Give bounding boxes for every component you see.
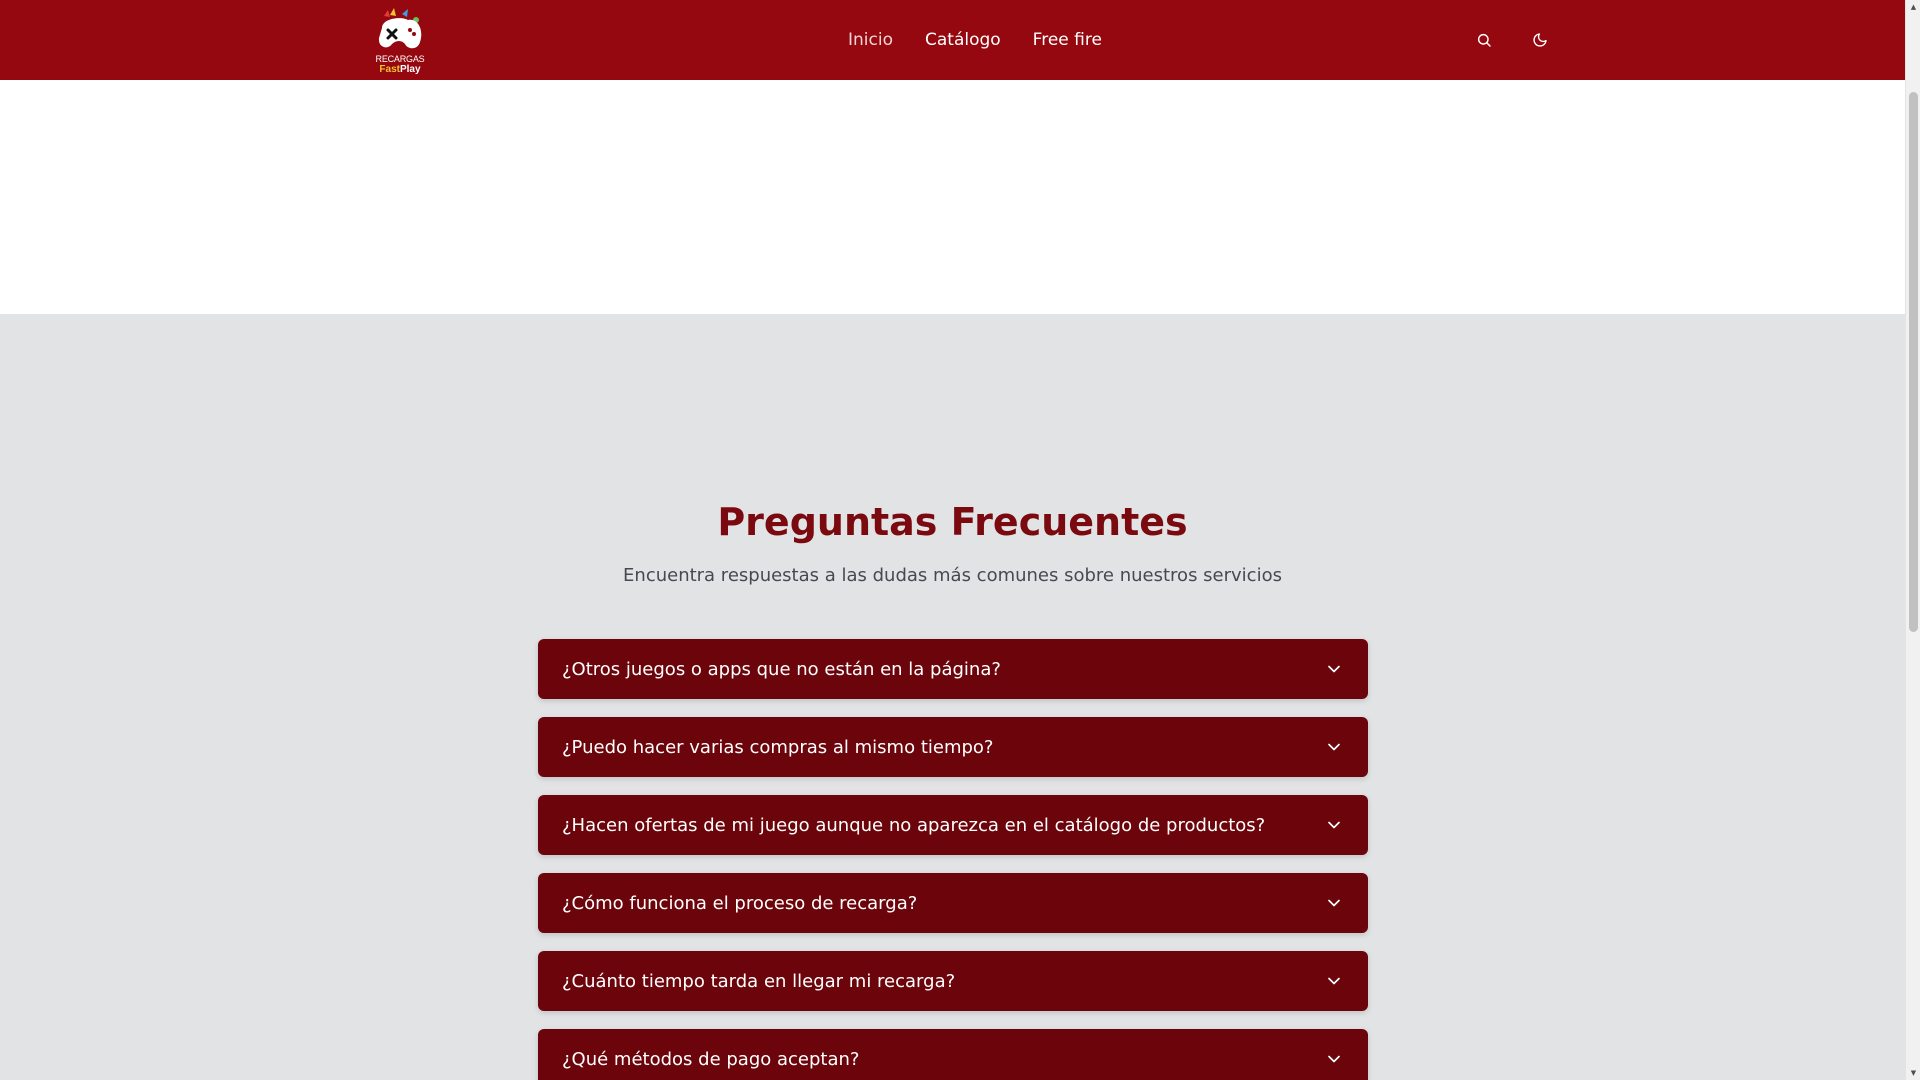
faq-item[interactable] xyxy=(538,873,1368,933)
page-scrollbar[interactable] xyxy=(1905,0,1920,1080)
faq-item[interactable] xyxy=(538,717,1368,777)
faq-question: ¿Qué métodos de pago aceptan? xyxy=(562,1048,860,1070)
faq-question: ¿Puedo hacer varias compras al mismo tiempo? xyxy=(562,736,994,758)
search-icon xyxy=(1476,32,1492,48)
faq-question: ¿Hacen ofertas de mi juego aunque no aparezca en el catálogo de productos? xyxy=(562,814,1266,836)
scroll-up-arrow-icon[interactable]: ▲ xyxy=(1910,3,1917,11)
faq-item[interactable] xyxy=(538,795,1368,855)
moon-icon xyxy=(1532,32,1548,48)
gamepad-logo-icon xyxy=(372,6,428,56)
theme-toggle-button[interactable] xyxy=(1524,24,1556,56)
faq-item[interactable] xyxy=(538,1029,1368,1080)
main-nav xyxy=(848,0,1102,80)
search-button[interactable] xyxy=(1468,24,1500,56)
navbar xyxy=(0,0,1905,80)
logo-text-recargas: RECARGAS xyxy=(375,54,425,64)
faq-item[interactable] xyxy=(538,951,1368,1011)
chevron-down-icon xyxy=(1324,893,1344,913)
faq-question: ¿Otros juegos o apps que no están en la página? xyxy=(562,658,1001,680)
faq-list xyxy=(538,639,1368,1080)
scroll-down-arrow-icon[interactable]: ▼ xyxy=(1910,1069,1917,1077)
scroll-thumb[interactable] xyxy=(1909,92,1918,632)
faq-item[interactable] xyxy=(538,639,1368,699)
banner-area xyxy=(0,80,1905,314)
faq-question: ¿Cómo funciona el proceso de recarga? xyxy=(562,892,918,914)
faq-question: ¿Cuánto tiempo tarda en llegar mi recarga? xyxy=(562,970,956,992)
chevron-down-icon xyxy=(1324,659,1344,679)
nav-link-free-fire[interactable]: Free fire xyxy=(1032,30,1102,50)
nav-link-catalogo[interactable]: Catálogo xyxy=(924,30,1001,50)
logo-text-fast: Fast xyxy=(379,64,400,75)
chevron-down-icon xyxy=(1324,737,1344,757)
logo-text-fastplay xyxy=(372,64,428,75)
faq-subtitle: Encuentra respuestas a las dudas más comunes sobre nuestros servicios xyxy=(623,565,1282,586)
chevron-down-icon xyxy=(1324,815,1344,835)
logo-text-play: Play xyxy=(399,64,421,75)
faq-title: Preguntas Frecuentes xyxy=(717,500,1188,544)
chevron-down-icon xyxy=(1324,1049,1344,1069)
nav-link-inicio[interactable]: Inicio xyxy=(848,30,893,50)
chevron-down-icon xyxy=(1324,971,1344,991)
logo[interactable] xyxy=(372,6,428,78)
